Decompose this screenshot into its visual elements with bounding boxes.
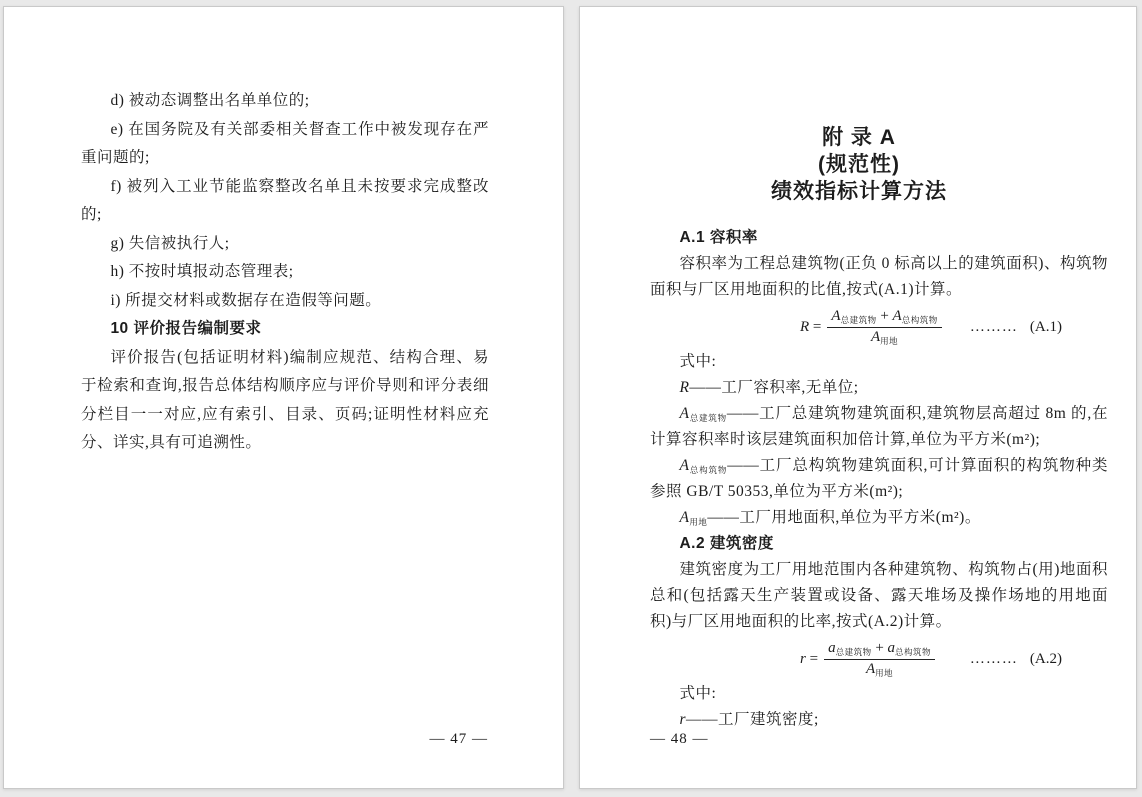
- document-page-47: [3, 6, 564, 789]
- section-a1-intro: 容积率为工程总建筑物(正负 0 标高以上的建筑面积)、构筑物面积与厂区用地面积的比值,按式(A.1)计算。: [650, 255, 1108, 298]
- formula-a1-fraction: [827, 308, 941, 347]
- report-requirements-paragraph: 评价报告(包括证明材料)编制应规范、结构合理、易于检索和查询,报告总体结构顺序应与评价导则和评分表细分栏目一一对应,应有索引、目录、页码;证明性材料应充分、详实,具有可追溯性。: [81, 348, 489, 451]
- appendix-a-title: [650, 124, 1068, 205]
- formula-a1-label: (A.1): [1029, 318, 1062, 335]
- formula-a1-denominator: $A_{用地}$: [870, 329, 899, 346]
- formula-a2-lhs: r =: [800, 650, 819, 667]
- section-heading-a1: A.1 容积率: [679, 229, 758, 246]
- definition-line: $A_{总建筑物}——$工厂总建筑物建筑面积,建筑物层高超过 8m 的,在计算容积率时该层建筑面积加倍计算,单位为平方米(m²);: [650, 405, 1108, 448]
- definition-line: R——工厂容积率,无单位;: [679, 379, 859, 396]
- definition-line: r——工厂建筑密度;: [679, 711, 819, 728]
- page-number-47: — 47 —: [429, 731, 488, 747]
- formula-a1-numerator: $A_{总建筑物} + A_{总构筑物}$: [827, 308, 941, 328]
- list-item: h) 不按时填报动态管理表;: [110, 263, 294, 280]
- formula-a2-fraction: [824, 640, 935, 679]
- list-item: e) 在国务院及有关部委相关督查工作中被发现存在严重问题的;: [81, 120, 489, 166]
- appendix-title-line2: (规范性): [818, 153, 900, 176]
- formula-a2-label: (A.2): [1029, 650, 1062, 667]
- formula-a2-denominator: $A_{用地}$: [865, 661, 894, 678]
- formula-a1-lhs: R =: [800, 318, 822, 335]
- page-number-48: — 48 —: [650, 731, 709, 747]
- appendix-title-line3: 绩效指标计算方法: [771, 180, 947, 203]
- formula-a2-numerator: $a_{总建筑物} + a_{总构筑物}$: [824, 640, 935, 660]
- list-item: g) 失信被执行人;: [110, 234, 230, 252]
- formula-a1: [650, 307, 1108, 347]
- where-label: 式中:: [679, 685, 717, 702]
- section-heading-10: 10 评价报告编制要求: [110, 320, 262, 337]
- list-item: f) 被列入工业节能监察整改名单且未按要求完成整改的;: [81, 177, 489, 223]
- section-heading-a2: A.2 建筑密度: [679, 535, 774, 552]
- section-a2-intro: 建筑密度为工厂用地范围内各种建筑物、构筑物占(用)地面积总和(包括露天生产装置或设备、露天堆场及操作场地的用地面积)与厂区用地面积的比率,按式(A.2)计算。: [650, 561, 1108, 630]
- list-item: d) 被动态调整出名单单位的;: [110, 92, 310, 109]
- definition-line: $A_{用地}——$工厂用地面积,单位为平方米(m²)。: [679, 509, 981, 527]
- formula-a2: [650, 639, 1108, 679]
- formula-a2-dots: ………: [969, 650, 1018, 667]
- where-label: 式中:: [679, 353, 717, 370]
- definition-line: $A_{总构筑物}——$工厂总构筑物建筑面积,可计算面积的构筑物种类参照 GB/T 50353,单位为平方米(m²);: [650, 457, 1108, 500]
- appendix-title-line1: 附 录 A: [822, 126, 896, 149]
- document-page-48: [579, 6, 1137, 789]
- formula-a1-dots: ………: [969, 318, 1018, 335]
- list-item: i) 所提交材料或数据存在造假等问题。: [110, 291, 382, 309]
